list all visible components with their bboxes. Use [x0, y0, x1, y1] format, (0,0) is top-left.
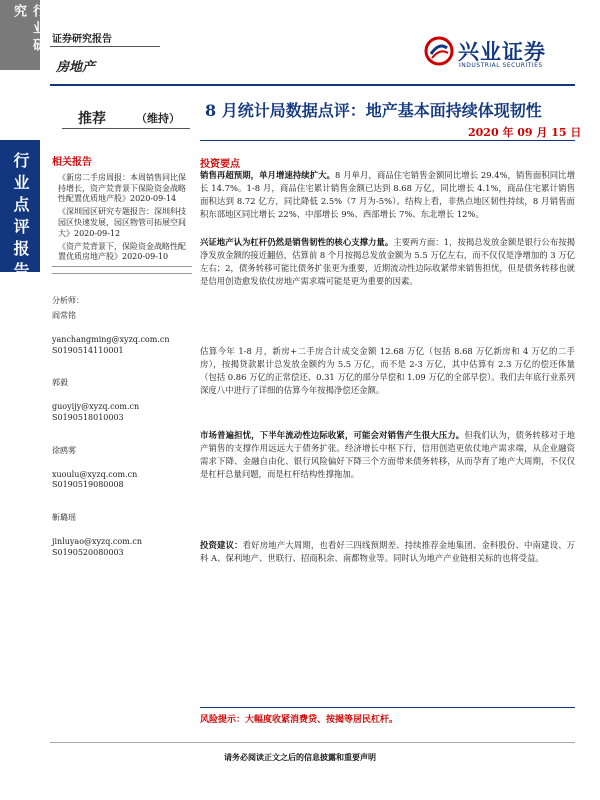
related-divider — [52, 266, 192, 267]
footer-rule — [50, 742, 575, 743]
paragraph-body: 8 月单月，商品住宅销售金额同比增长 29.4%，销售面积同比增长 14.7%。1-8 月，商品住宅累计销售金额已达到 8.68 万亿，同比增长 4.1%，商品住宅累计销售面积达到 8.72 亿方，同比降低 2.5%（7 月为-5%）。结构上看，非热点地区韧性持续，8 月销售面积东部地区同比增长 22%、中部增长 9%、西部增长 7%、东北增长 12%。 — [200, 170, 575, 219]
analyst-entry — [52, 311, 192, 356]
header-rule — [50, 84, 575, 86]
risk-warning: 风险提示：大幅度收紧消费贷、按揭等居民杠杆。 — [200, 715, 399, 725]
logo-icon — [424, 36, 454, 66]
analyst-name: 阎常铭 — [52, 310, 76, 320]
investment-heading: 投资要点 — [200, 159, 240, 170]
analyst-name: 郭毅 — [52, 378, 68, 388]
risk-rule — [200, 707, 575, 708]
paragraph-body: 主要两方面：1，按揭总发放金额是银行公布按揭净发放金额的接近翻倍，估算前 8 个月按揭总发放金额为 5.5 万亿左右，而不仅仅是净增加的 3 万亿左右；2，债务转移可能比债务扩张更为重要，近期流动性边际收紧带来销售担忧，但是债务转移也就是信用创造愈发依仗房地产需求端可能是更为重要的因素。 — [200, 237, 576, 286]
side-mid-label: 行业点评报告 — [11, 152, 30, 284]
paragraph-estimate: 估算今年 1-8 月，新房+二手房合计成交金额 12.68 万亿（包括 8.68 万亿新房和 4 万亿的二手房），按揭贷款累计总发放金额约为 5.5 万亿，而不是 2-3 万亿，其中估算有 2.3 万亿的偿还体量（包括 0.86 万亿的正常偿还、0.31 万亿的部分早偿和 1.09 万亿的全部早偿）。我们去年底行业系列深度八中进行了详细的估算今年按揭净偿还金额。 — [200, 346, 575, 395]
rating-sub: （维持） — [136, 112, 180, 125]
side-top-band — [0, 0, 45, 70]
paragraph-advice — [200, 539, 575, 565]
title-rule — [200, 140, 575, 141]
analyst-email[interactable]: yanchangming@xyzq.com.cn — [52, 334, 170, 344]
side-band — [0, 0, 40, 800]
footer-disclaimer: 请务必阅读正文之后的信息披露和重要声明 — [224, 752, 376, 762]
analyst-cert: S0190518010003 — [52, 412, 124, 422]
report-type: 证券研究报告 — [52, 34, 112, 45]
report-title: 8 月统计局数据点评：地产基本面持续体现韧性 — [205, 101, 542, 120]
left-column — [52, 158, 192, 559]
paragraph-body: 但我们认为，债务转移对于地产销售的支撑作用远远大于债务扩张。经济增长中枢下行，信用创造更依仗地产需求端，从企业融资需求下降、金融自由化、银行风险偏好下降三个方面带来债务转移，从而孕育了地产大周期，不仅仅是杠杆总量问题，而是杠杆结构性撑拖加。 — [200, 430, 576, 479]
analyst-name: 徐鸥雾 — [52, 445, 76, 455]
related-report[interactable]: 《资产荒背景下，保险资金战略性配置优质房地产股》2020-09-10 — [58, 241, 186, 262]
paragraph-lead: 市场普遍担忧，下半年流动性边际收紧，可能会对销售产生很大压力。 — [200, 430, 465, 440]
paragraph-lead: 兴证地产认为杠杆仍然是销售韧性的核心支撑力量。 — [200, 237, 394, 247]
analyst-name: 靳璐瑶 — [52, 513, 76, 523]
logo-text-en: INDUSTRIAL SECURITIES — [459, 62, 543, 69]
analyst-entry — [52, 513, 192, 558]
analyst-entry — [52, 446, 192, 491]
logo-text-cn: 兴业证券 — [458, 40, 546, 64]
company-logo — [424, 34, 574, 70]
paragraph-market — [200, 429, 575, 481]
paragraph-lead: 投资建议： — [200, 540, 243, 550]
analyst-cert: S0190514110001 — [52, 345, 124, 355]
analyst-email[interactable]: jinluyao@xyzq.com.cn — [52, 536, 142, 546]
related-report[interactable]: 《深圳园区研究专题报告：深圳科技园区快速发展，园区物管可拓展空间大》2020-09-12 — [58, 207, 186, 238]
analyst-cert: S0190519080008 — [52, 480, 124, 490]
paragraph-body: 看好房地产大周期，也看好三四线预期差、持续推荐金地集团、金科股份、中南建设、万科 A、保利地产、世联行、招商积余、南都物业等。同时认为地产产业链相关标的也将受益。 — [200, 540, 576, 563]
header-divider — [50, 46, 160, 47]
analyst-email[interactable]: xuoulu@xyzq.com.cn — [52, 469, 138, 479]
report-date: 2020 年 09 月 15 日 — [468, 126, 582, 139]
sector-label: 房地产 — [56, 60, 96, 75]
side-top-label: 行业研究 — [11, 4, 45, 55]
analyst-entry — [52, 378, 192, 423]
related-heading: 相关报告 — [52, 157, 92, 168]
paragraph-lead: 销售再超预期，单月增速持续扩大。 — [200, 170, 336, 180]
analyst-section — [52, 273, 192, 558]
main-content — [200, 158, 576, 563]
paragraph-leverage — [200, 236, 575, 288]
analyst-cert: S0190520080003 — [52, 547, 124, 557]
analyst-email[interactable]: guoyijy@xyzq.com.cn — [52, 402, 140, 412]
rating-divider — [62, 128, 190, 129]
rating-label: 推荐 — [78, 111, 106, 127]
related-report[interactable]: 《新房二手房周报：本周销售同比保持增长，资产荒背景下保险资金战略性配置优质地产股》2020-09-14 — [58, 172, 186, 204]
analyst-heading: 分析师： — [52, 296, 84, 306]
paragraph-sales — [200, 169, 575, 221]
